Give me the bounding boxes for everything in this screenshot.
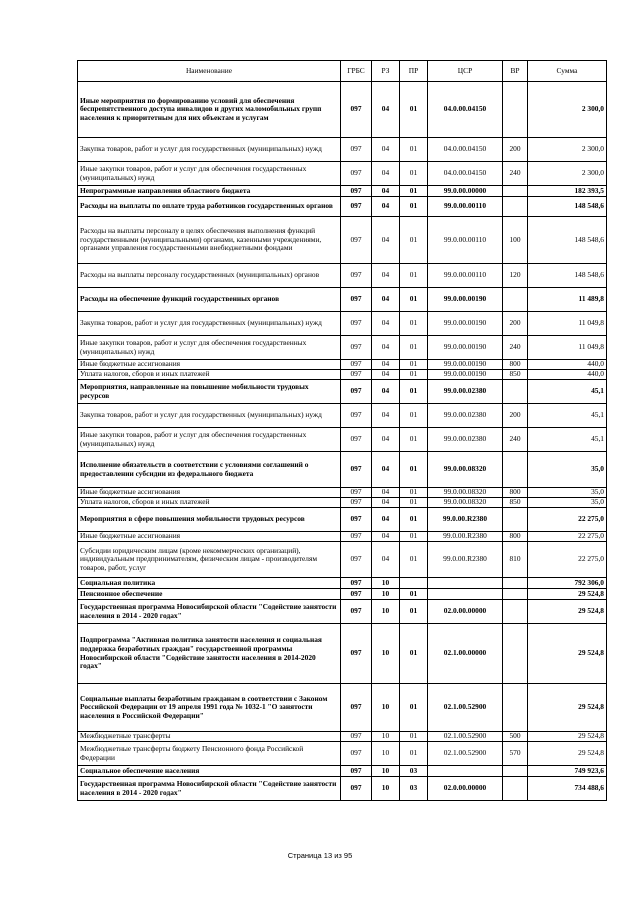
row-rz-cell: 04 (372, 452, 400, 488)
row-pr-cell: 01 (400, 360, 428, 370)
row-rz-cell: 04 (372, 217, 400, 264)
row-vr-cell: 800 (503, 488, 528, 498)
header-name: Наименование (78, 61, 341, 82)
header-grbs: ГРБС (341, 61, 372, 82)
row-pr-cell: 01 (400, 600, 428, 624)
table-row (78, 312, 607, 336)
row-pr-cell: 01 (400, 162, 428, 186)
row-vr-cell: 500 (503, 732, 528, 742)
row-csr-cell: 02.1.00.00000 (428, 624, 503, 684)
row-vr-cell (503, 684, 528, 732)
row-csr-cell: 99.0.00.02380 (428, 380, 503, 404)
table-row (78, 404, 607, 428)
row-name-cell: Иные закупки товаров, работ и услуг для обеспечения государственных (муниципальных) нужд (78, 162, 341, 186)
table-row (78, 288, 607, 312)
row-csr-cell: 99.0.00.08320 (428, 452, 503, 488)
row-pr-cell: 01 (400, 264, 428, 288)
page-number: Страница 13 из 95 (287, 851, 353, 860)
row-rz-cell: 04 (372, 336, 400, 360)
row-csr-cell: 02.0.00.00000 (428, 600, 503, 624)
row-pr-cell: 01 (400, 217, 428, 264)
header-pr: ПР (400, 61, 428, 82)
table-row (78, 732, 607, 742)
row-pr-cell: 01 (400, 138, 428, 162)
row-sum-cell: 29 524,8 (528, 742, 607, 766)
table-row (78, 370, 607, 380)
row-name-cell: Уплата налогов, сборов и иных платежей (78, 370, 341, 380)
row-pr-cell: 01 (400, 732, 428, 742)
row-rz-cell: 10 (372, 684, 400, 732)
row-sum-cell: 35,0 (528, 452, 607, 488)
row-vr-cell: 100 (503, 217, 528, 264)
row-rz-cell: 10 (372, 742, 400, 766)
row-name-cell: Расходы на обеспечение функций государственных органов (78, 288, 341, 312)
row-pr-cell: 01 (400, 197, 428, 217)
row-vr-cell (503, 766, 528, 777)
row-sum-cell: 11 489,8 (528, 288, 607, 312)
row-name-cell: Межбюджетные трансферты бюджету Пенсионного фонда Российской Федерации (78, 742, 341, 766)
row-grbs-cell: 097 (341, 380, 372, 404)
row-sum-cell: 29 524,8 (528, 732, 607, 742)
table-row (78, 532, 607, 542)
row-vr-cell: 240 (503, 162, 528, 186)
row-csr-cell (428, 766, 503, 777)
table-row (78, 578, 607, 589)
row-grbs-cell: 097 (341, 82, 372, 138)
row-name-cell: Расходы на выплаты по оплате труда работников государственных органов (78, 197, 341, 217)
row-name-cell: Закупка товаров, работ и услуг для государственных (муниципальных) нужд (78, 138, 341, 162)
row-rz-cell: 04 (372, 264, 400, 288)
row-csr-cell: 04.0.00.04150 (428, 82, 503, 138)
row-vr-cell: 200 (503, 138, 528, 162)
row-vr-cell: 200 (503, 404, 528, 428)
row-csr-cell: 99.0.00.R2380 (428, 542, 503, 578)
row-rz-cell: 04 (372, 404, 400, 428)
row-pr-cell: 03 (400, 777, 428, 801)
row-rz-cell: 04 (372, 498, 400, 508)
row-pr-cell: 01 (400, 488, 428, 498)
row-grbs-cell: 097 (341, 428, 372, 452)
row-rz-cell: 10 (372, 732, 400, 742)
row-csr-cell: 02.1.00.52900 (428, 732, 503, 742)
row-name-cell: Государственная программа Новосибирской области "Содействие занятости населения в 2014 - 2020 годах" (78, 777, 341, 801)
row-sum-cell: 35,0 (528, 498, 607, 508)
table-row (78, 542, 607, 578)
table-row (78, 589, 607, 600)
row-rz-cell: 10 (372, 589, 400, 600)
table-row (78, 498, 607, 508)
row-name-cell: Социальные выплаты безработным гражданам в соответствии с Законом Российской Федерации от 19 апреля 1991 года № 1032-1 "О занятости населения в Российской Федерации" (78, 684, 341, 732)
row-name-cell: Закупка товаров, работ и услуг для государственных (муниципальных) нужд (78, 312, 341, 336)
row-vr-cell: 810 (503, 542, 528, 578)
row-pr-cell: 01 (400, 532, 428, 542)
row-sum-cell: 749 923,6 (528, 766, 607, 777)
row-pr-cell: 01 (400, 428, 428, 452)
row-csr-cell: 99.0.00.00110 (428, 217, 503, 264)
row-vr-cell (503, 578, 528, 589)
row-csr-cell: 99.0.00.00190 (428, 312, 503, 336)
row-rz-cell: 04 (372, 380, 400, 404)
row-rz-cell: 04 (372, 508, 400, 532)
row-sum-cell: 2 300,0 (528, 162, 607, 186)
row-sum-cell: 45,1 (528, 428, 607, 452)
row-sum-cell: 29 524,8 (528, 624, 607, 684)
table-row (78, 508, 607, 532)
row-rz-cell: 04 (372, 360, 400, 370)
table-row (78, 380, 607, 404)
table-row (78, 264, 607, 288)
row-csr-cell: 04.0.00.04150 (428, 138, 503, 162)
row-name-cell: Социальное обеспечение населения (78, 766, 341, 777)
row-csr-cell: 99.0.00.00110 (428, 197, 503, 217)
row-name-cell: Расходы на выплаты персоналу государственных (муниципальных) органов (78, 264, 341, 288)
row-pr-cell: 01 (400, 624, 428, 684)
row-grbs-cell: 097 (341, 312, 372, 336)
row-grbs-cell: 097 (341, 542, 372, 578)
row-grbs-cell: 097 (341, 498, 372, 508)
row-csr-cell (428, 578, 503, 589)
row-rz-cell: 10 (372, 777, 400, 801)
row-csr-cell: 99.0.00.00000 (428, 186, 503, 197)
row-grbs-cell: 097 (341, 578, 372, 589)
row-rz-cell: 04 (372, 197, 400, 217)
table-row (78, 488, 607, 498)
table-row (78, 186, 607, 197)
row-grbs-cell: 097 (341, 197, 372, 217)
row-pr-cell: 01 (400, 288, 428, 312)
row-csr-cell: 99.0.00.00190 (428, 360, 503, 370)
row-grbs-cell: 097 (341, 162, 372, 186)
row-name-cell: Пенсионное обеспечение (78, 589, 341, 600)
row-pr-cell: 01 (400, 452, 428, 488)
row-vr-cell (503, 624, 528, 684)
row-vr-cell: 800 (503, 532, 528, 542)
row-grbs-cell: 097 (341, 488, 372, 498)
header-rz: РЗ (372, 61, 400, 82)
table-row (78, 600, 607, 624)
row-name-cell: Мероприятия в сфере повышения мобильности трудовых ресурсов (78, 508, 341, 532)
row-name-cell: Иные бюджетные ассигнования (78, 488, 341, 498)
row-csr-cell: 99.0.00.02380 (428, 404, 503, 428)
row-name-cell: Подпрограмма "Активная политика занятости населения и социальная поддержка безработных граждан" государственной программы Новосибирской области "Содействие занятости населения в 2014-2020 годах" (78, 624, 341, 684)
table-row (78, 360, 607, 370)
row-csr-cell (428, 589, 503, 600)
row-csr-cell: 99.0.00.02380 (428, 428, 503, 452)
row-sum-cell: 45,1 (528, 380, 607, 404)
row-vr-cell: 200 (503, 312, 528, 336)
row-rz-cell: 04 (372, 288, 400, 312)
table-row (78, 217, 607, 264)
row-rz-cell: 10 (372, 600, 400, 624)
row-sum-cell: 29 524,8 (528, 684, 607, 732)
row-grbs-cell: 097 (341, 264, 372, 288)
table-row (78, 452, 607, 488)
row-sum-cell: 29 524,8 (528, 589, 607, 600)
row-rz-cell: 04 (372, 82, 400, 138)
row-grbs-cell: 097 (341, 452, 372, 488)
row-name-cell: Государственная программа Новосибирской области "Содействие занятости населения в 2014 - 2020 годах" (78, 600, 341, 624)
row-name-cell: Мероприятия, направленные на повышение мобильности трудовых ресурсов (78, 380, 341, 404)
row-grbs-cell: 097 (341, 336, 372, 360)
row-grbs-cell: 097 (341, 766, 372, 777)
row-csr-cell: 99.0.00.00110 (428, 264, 503, 288)
row-sum-cell: 440,0 (528, 360, 607, 370)
row-rz-cell: 10 (372, 766, 400, 777)
table-row (78, 742, 607, 766)
row-grbs-cell: 097 (341, 600, 372, 624)
table-row (78, 428, 607, 452)
row-sum-cell: 22 275,0 (528, 508, 607, 532)
table-row (78, 138, 607, 162)
row-vr-cell: 240 (503, 428, 528, 452)
row-rz-cell: 04 (372, 370, 400, 380)
row-csr-cell: 99.0.00.00190 (428, 288, 503, 312)
row-pr-cell: 01 (400, 82, 428, 138)
row-vr-cell (503, 777, 528, 801)
row-csr-cell: 04.0.00.04150 (428, 162, 503, 186)
row-grbs-cell: 097 (341, 777, 372, 801)
row-name-cell: Закупка товаров, работ и услуг для государственных (муниципальных) нужд (78, 404, 341, 428)
row-grbs-cell: 097 (341, 508, 372, 532)
row-csr-cell: 99.0.00.08320 (428, 488, 503, 498)
row-grbs-cell: 097 (341, 742, 372, 766)
row-name-cell: Социальная политика (78, 578, 341, 589)
row-vr-cell (503, 600, 528, 624)
row-csr-cell: 99.0.00.R2380 (428, 508, 503, 532)
row-pr-cell: 01 (400, 380, 428, 404)
row-sum-cell: 148 548,6 (528, 264, 607, 288)
table-header-row (78, 61, 607, 82)
row-grbs-cell: 097 (341, 732, 372, 742)
row-csr-cell: 02.1.00.52900 (428, 684, 503, 732)
table-row (78, 336, 607, 360)
row-csr-cell: 02.1.00.52900 (428, 742, 503, 766)
row-sum-cell: 22 275,0 (528, 542, 607, 578)
row-name-cell: Исполнение обязательств в соответствии с условиями соглашений о предоставлении субсидии из федерального бюджета (78, 452, 341, 488)
row-pr-cell: 01 (400, 498, 428, 508)
row-pr-cell: 01 (400, 542, 428, 578)
row-vr-cell (503, 452, 528, 488)
row-pr-cell: 01 (400, 589, 428, 600)
row-rz-cell: 04 (372, 488, 400, 498)
row-sum-cell: 792 306,0 (528, 578, 607, 589)
budget-table-sheet (77, 60, 606, 801)
row-grbs-cell: 097 (341, 404, 372, 428)
table-row (78, 197, 607, 217)
row-sum-cell: 148 548,6 (528, 197, 607, 217)
row-csr-cell: 99.0.00.R2380 (428, 532, 503, 542)
row-name-cell: Иные мероприятия по формированию условий для обеспечения беспрепятственного доступа инвалидов и других маломобильных групп населения к приоритетным для них объектам и услугам (78, 82, 341, 138)
row-name-cell: Уплата налогов, сборов и иных платежей (78, 498, 341, 508)
row-pr-cell: 01 (400, 684, 428, 732)
row-name-cell: Субсидии юридическим лицам (кроме некоммерческих организаций), индивидуальным предпринимателям, физическим лицам - производителям товаров, работ, услуг (78, 542, 341, 578)
row-vr-cell: 240 (503, 336, 528, 360)
header-vr: ВР (503, 61, 528, 82)
row-vr-cell (503, 82, 528, 138)
row-rz-cell: 04 (372, 138, 400, 162)
row-name-cell: Иные закупки товаров, работ и услуг для обеспечения государственных (муниципальных) нужд (78, 428, 341, 452)
row-rz-cell: 04 (372, 428, 400, 452)
header-csr: ЦСР (428, 61, 503, 82)
row-pr-cell: 01 (400, 742, 428, 766)
row-grbs-cell: 097 (341, 684, 372, 732)
row-vr-cell: 120 (503, 264, 528, 288)
row-pr-cell: 01 (400, 186, 428, 197)
row-vr-cell: 570 (503, 742, 528, 766)
row-vr-cell (503, 589, 528, 600)
row-rz-cell: 04 (372, 162, 400, 186)
row-sum-cell: 148 548,6 (528, 217, 607, 264)
table-row (78, 82, 607, 138)
row-grbs-cell: 097 (341, 624, 372, 684)
row-sum-cell: 35,0 (528, 488, 607, 498)
row-pr-cell: 01 (400, 370, 428, 380)
row-sum-cell: 29 524,8 (528, 600, 607, 624)
row-rz-cell: 10 (372, 578, 400, 589)
row-sum-cell: 22 275,0 (528, 532, 607, 542)
row-sum-cell: 440,0 (528, 370, 607, 380)
row-name-cell: Межбюджетные трансферты (78, 732, 341, 742)
row-sum-cell: 2 300,0 (528, 138, 607, 162)
row-vr-cell (503, 197, 528, 217)
row-vr-cell (503, 288, 528, 312)
row-grbs-cell: 097 (341, 532, 372, 542)
row-grbs-cell: 097 (341, 217, 372, 264)
row-sum-cell: 11 049,8 (528, 336, 607, 360)
row-sum-cell: 2 300,0 (528, 82, 607, 138)
row-rz-cell: 04 (372, 312, 400, 336)
row-grbs-cell: 097 (341, 370, 372, 380)
row-pr-cell: 01 (400, 336, 428, 360)
row-csr-cell: 02.0.00.00000 (428, 777, 503, 801)
row-grbs-cell: 097 (341, 360, 372, 370)
row-grbs-cell: 097 (341, 186, 372, 197)
row-name-cell: Непрограммные направления областного бюджета (78, 186, 341, 197)
table-row (78, 624, 607, 684)
row-pr-cell: 03 (400, 766, 428, 777)
row-pr-cell: 01 (400, 312, 428, 336)
row-rz-cell: 04 (372, 532, 400, 542)
row-rz-cell: 04 (372, 542, 400, 578)
row-vr-cell (503, 186, 528, 197)
row-vr-cell (503, 508, 528, 532)
table-body (78, 82, 607, 801)
table-row (78, 684, 607, 732)
row-rz-cell: 04 (372, 186, 400, 197)
row-sum-cell: 11 049,8 (528, 312, 607, 336)
budget-table (77, 60, 607, 801)
row-pr-cell (400, 578, 428, 589)
row-sum-cell: 45,1 (528, 404, 607, 428)
row-vr-cell: 850 (503, 498, 528, 508)
row-csr-cell: 99.0.00.08320 (428, 498, 503, 508)
table-row (78, 162, 607, 186)
row-grbs-cell: 097 (341, 288, 372, 312)
row-sum-cell: 182 393,5 (528, 186, 607, 197)
row-name-cell: Расходы на выплаты персоналу в целях обеспечения выполнения функций государственными (муниципальными) органами, казенными учреждениями, органами управления государственными внебюджетными фондами (78, 217, 341, 264)
row-vr-cell: 850 (503, 370, 528, 380)
table-row (78, 777, 607, 801)
row-name-cell: Иные закупки товаров, работ и услуг для обеспечения государственных (муниципальных) нужд (78, 336, 341, 360)
row-name-cell: Иные бюджетные ассигнования (78, 360, 341, 370)
header-sum: Сумма (528, 61, 607, 82)
row-grbs-cell: 097 (341, 138, 372, 162)
row-vr-cell (503, 380, 528, 404)
row-pr-cell: 01 (400, 404, 428, 428)
row-sum-cell: 734 488,6 (528, 777, 607, 801)
row-rz-cell: 10 (372, 624, 400, 684)
row-vr-cell: 800 (503, 360, 528, 370)
table-row (78, 766, 607, 777)
row-csr-cell: 99.0.00.00190 (428, 336, 503, 360)
row-csr-cell: 99.0.00.00190 (428, 370, 503, 380)
row-grbs-cell: 097 (341, 589, 372, 600)
row-name-cell: Иные бюджетные ассигнования (78, 532, 341, 542)
row-pr-cell: 01 (400, 508, 428, 532)
